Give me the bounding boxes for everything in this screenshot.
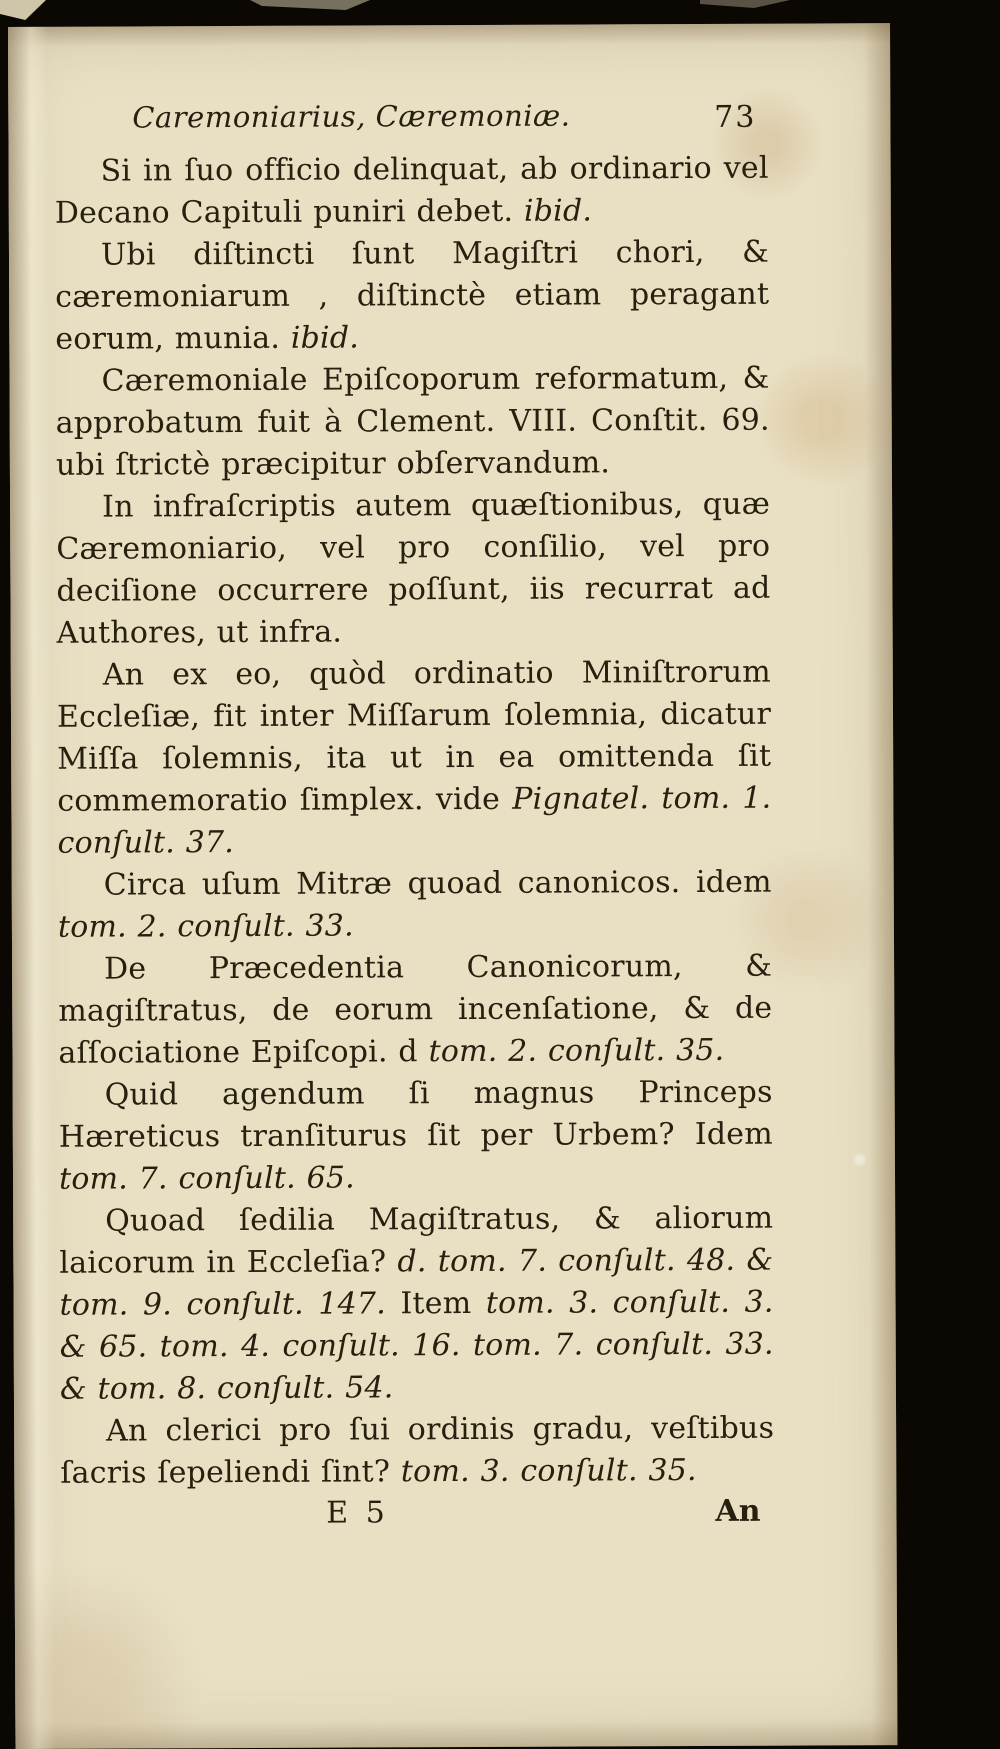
page-number: 73 <box>714 99 757 135</box>
running-head <box>54 98 768 147</box>
paragraph <box>56 484 771 655</box>
torn-paper-edge <box>250 0 370 10</box>
body-text: An ex eo, quòd ordinatio Miniſtrorum Eccleſiæ, fit inter Miſſarum ſolemnia, dicatur Miſſa ſolemnis, ita ut in ea omittenda ſit commemoratio ſimplex. vide <box>56 654 772 819</box>
citation-text: d. tom. 7. conſult. 48. & tom. 9. conſult. 147. <box>59 1242 774 1323</box>
citation-text: tom. 2. conſult. 35. <box>428 1032 725 1070</box>
citation-text: tom. 7. conſult. 65. <box>58 1160 355 1197</box>
paragraph <box>58 862 772 949</box>
body-text: In infraſcriptis autem quæſtionibus, quæ Cæremoniario, vel pro conſilio, vel pro deciſione occurrere poſſunt, iis recurrat ad Authores, ut infra. <box>56 486 771 651</box>
body-text: Item <box>400 1285 486 1322</box>
body-text: Circa uſum Mitræ quoad canonicos. idem <box>103 864 772 903</box>
citation-text: tom. 2. conſult. 33. <box>57 908 354 945</box>
paragraph <box>60 1408 774 1495</box>
body-text: Quoad ſedilia Magiſtratus, & aliorum laicorum in Eccleſia? <box>59 1200 774 1281</box>
body-text: Si in ſuo officio delinquat, ab ordinario vel Decano Capituli puniri debet. <box>54 150 769 231</box>
page-footer <box>60 1494 774 1547</box>
paragraph <box>59 1198 774 1411</box>
body-text: Quid agendum ſi magnus Princeps Hæreticus tranſiturus ſit per Urbem? Idem <box>58 1074 773 1155</box>
body-text: Cæremoniale Epiſcoporum reformatum, & approbatum fuit à Clement. VIII. Conſtit. 69. ubi ſtrictè præcipitur obſervandum. <box>55 360 770 483</box>
paragraph <box>55 232 770 361</box>
paragraph <box>57 652 772 865</box>
citation-text: tom. 3. conſult. 3. & 65. tom. 4. conſult. 16. tom. 7. conſult. 33. & tom. 8. conſult. 54. <box>59 1284 774 1407</box>
torn-paper-edge <box>700 0 790 8</box>
torn-paper-edge <box>0 0 46 20</box>
book-page <box>8 23 898 1749</box>
signature-mark: E 5 <box>326 1495 389 1531</box>
page-content <box>8 23 897 1547</box>
paragraphs <box>55 148 775 1495</box>
catchword: An <box>715 1493 761 1529</box>
citation-text: ibid. <box>523 193 593 229</box>
body-text: De Præcedentia Canonicorum, & magiſtratus, de eorum incenſatione, & de aſſociatione Epiſcopi. d <box>58 948 773 1071</box>
paragraph <box>55 148 769 235</box>
body-text: Ubi diſtincti ſunt Magiſtri chori, & cæremoniarum , diſtinctè etiam peragant eorum, munia. <box>55 234 770 357</box>
citation-text: tom. 3. conſult. 35. <box>400 1453 697 1490</box>
body-text: An clerici pro ſui ordinis gradu, veſtibus ſacris ſepeliendi ſint? <box>60 1410 775 1491</box>
paragraph <box>59 1072 774 1201</box>
paragraph <box>58 946 773 1075</box>
paragraph <box>55 358 770 487</box>
citation-text: ibid. <box>290 320 360 356</box>
running-head-title: Caremoniarius, Cæremoniæ. <box>132 98 571 135</box>
citation-text: Pignatel. tom. 1. conſult. 37. <box>57 780 772 861</box>
